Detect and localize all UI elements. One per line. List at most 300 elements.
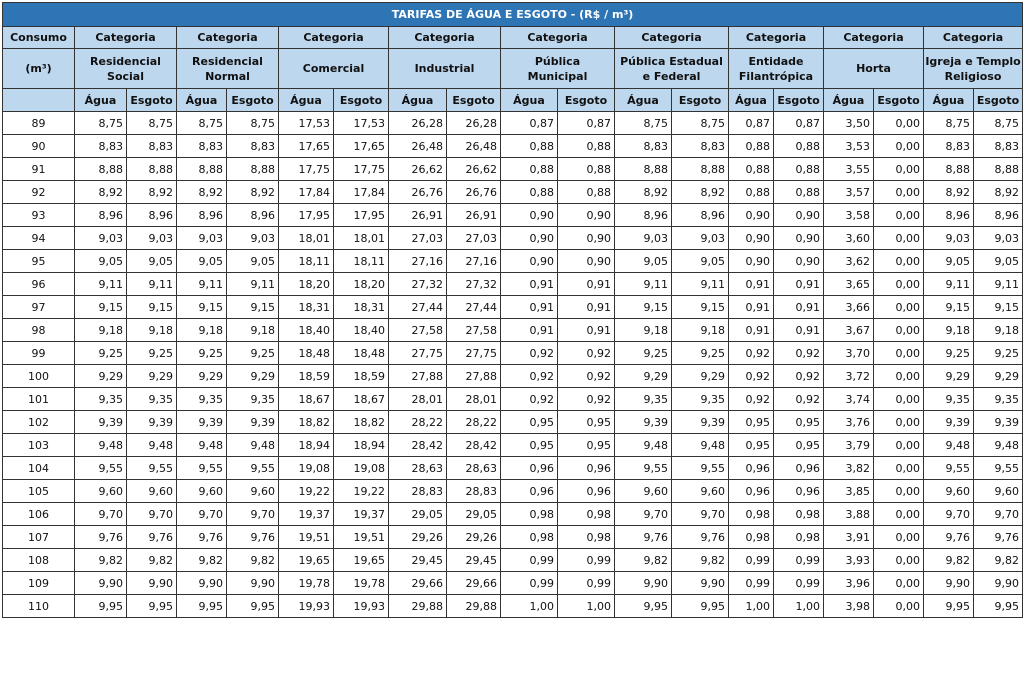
- value-cell: 29,88: [447, 595, 501, 618]
- consumo-cell: 97: [3, 296, 75, 319]
- value-cell: 9,76: [177, 526, 227, 549]
- category-name-line: Pública Estadual: [620, 54, 723, 68]
- value-cell: 0,90: [729, 204, 774, 227]
- value-cell: 0,99: [501, 549, 558, 572]
- value-cell: 0,91: [774, 273, 824, 296]
- value-cell: 8,83: [227, 135, 279, 158]
- value-cell: 29,05: [447, 503, 501, 526]
- value-cell: 26,91: [389, 204, 447, 227]
- esgoto-header: Esgoto: [447, 89, 501, 112]
- value-cell: 3,93: [824, 549, 874, 572]
- consumo-cell: 95: [3, 250, 75, 273]
- value-cell: 28,22: [389, 411, 447, 434]
- value-cell: 0,90: [729, 250, 774, 273]
- value-cell: 19,22: [334, 480, 389, 503]
- value-cell: 8,96: [177, 204, 227, 227]
- category-label: Categoria: [615, 27, 729, 49]
- esgoto-header: Esgoto: [127, 89, 177, 112]
- value-cell: 0,90: [729, 227, 774, 250]
- value-cell: 18,20: [334, 273, 389, 296]
- value-cell: 9,29: [75, 365, 127, 388]
- category-label: Categoria: [75, 27, 177, 49]
- value-cell: 3,72: [824, 365, 874, 388]
- value-cell: 0,00: [874, 342, 924, 365]
- value-cell: 0,90: [558, 250, 615, 273]
- esgoto-header: Esgoto: [974, 89, 1023, 112]
- value-cell: 9,11: [127, 273, 177, 296]
- value-cell: 19,08: [279, 457, 334, 480]
- value-cell: 8,92: [75, 181, 127, 204]
- value-cell: 0,95: [558, 434, 615, 457]
- value-cell: 0,88: [729, 135, 774, 158]
- category-name-line: Religioso: [944, 69, 1002, 83]
- table-row: [3, 595, 1023, 618]
- value-cell: 0,95: [774, 411, 824, 434]
- value-cell: 0,99: [558, 572, 615, 595]
- value-cell: 27,32: [447, 273, 501, 296]
- category-name-line: Entidade: [748, 54, 804, 68]
- value-cell: 19,22: [279, 480, 334, 503]
- category-name: [279, 49, 389, 89]
- table-row: [3, 296, 1023, 319]
- value-cell: 8,75: [227, 112, 279, 135]
- value-cell: 0,88: [501, 181, 558, 204]
- value-cell: 8,83: [672, 135, 729, 158]
- value-cell: 0,87: [774, 112, 824, 135]
- value-cell: 9,95: [75, 595, 127, 618]
- category-name: [924, 49, 1023, 89]
- value-cell: 0,90: [774, 250, 824, 273]
- value-cell: 0,98: [774, 526, 824, 549]
- value-cell: 0,00: [874, 250, 924, 273]
- value-cell: 28,42: [389, 434, 447, 457]
- value-cell: 3,88: [824, 503, 874, 526]
- value-cell: 18,82: [334, 411, 389, 434]
- table-row: [3, 365, 1023, 388]
- value-cell: 0,00: [874, 112, 924, 135]
- esgoto-header: Esgoto: [558, 89, 615, 112]
- value-cell: 9,35: [615, 388, 672, 411]
- value-cell: 9,25: [227, 342, 279, 365]
- value-cell: 9,18: [672, 319, 729, 342]
- value-cell: 9,18: [227, 319, 279, 342]
- value-cell: 28,22: [447, 411, 501, 434]
- value-cell: 3,85: [824, 480, 874, 503]
- value-cell: 0,88: [558, 135, 615, 158]
- value-cell: 9,35: [672, 388, 729, 411]
- value-cell: 0,91: [729, 273, 774, 296]
- value-cell: 9,05: [127, 250, 177, 273]
- value-cell: 9,15: [924, 296, 974, 319]
- value-cell: 9,39: [672, 411, 729, 434]
- agua-header: Água: [615, 89, 672, 112]
- value-cell: 8,88: [924, 158, 974, 181]
- value-cell: 17,53: [334, 112, 389, 135]
- value-cell: 17,95: [334, 204, 389, 227]
- consumo-cell: 106: [3, 503, 75, 526]
- value-cell: 9,11: [227, 273, 279, 296]
- value-cell: 9,03: [924, 227, 974, 250]
- value-cell: 3,50: [824, 112, 874, 135]
- value-cell: 9,39: [177, 411, 227, 434]
- value-cell: 0,00: [874, 204, 924, 227]
- value-cell: 18,11: [279, 250, 334, 273]
- value-cell: 27,16: [389, 250, 447, 273]
- value-cell: 9,15: [177, 296, 227, 319]
- value-cell: 3,67: [824, 319, 874, 342]
- value-cell: 9,25: [75, 342, 127, 365]
- category-name-line: Residencial: [192, 54, 263, 68]
- value-cell: 0,98: [729, 526, 774, 549]
- value-cell: 17,65: [279, 135, 334, 158]
- value-cell: 9,90: [615, 572, 672, 595]
- value-cell: 9,95: [615, 595, 672, 618]
- value-cell: 9,48: [615, 434, 672, 457]
- value-cell: 9,39: [75, 411, 127, 434]
- value-cell: 17,95: [279, 204, 334, 227]
- value-cell: 9,60: [924, 480, 974, 503]
- value-cell: 9,05: [75, 250, 127, 273]
- value-cell: 9,70: [924, 503, 974, 526]
- value-cell: 19,93: [279, 595, 334, 618]
- value-cell: 9,48: [227, 434, 279, 457]
- table-row: [3, 273, 1023, 296]
- value-cell: 9,35: [227, 388, 279, 411]
- value-cell: 0,88: [729, 158, 774, 181]
- value-cell: 3,62: [824, 250, 874, 273]
- value-cell: 9,11: [177, 273, 227, 296]
- category-label: Categoria: [389, 27, 501, 49]
- value-cell: 9,95: [974, 595, 1023, 618]
- value-cell: 18,82: [279, 411, 334, 434]
- table-row: [3, 135, 1023, 158]
- category-name: [501, 49, 615, 89]
- value-cell: 26,62: [389, 158, 447, 181]
- table-row: [3, 181, 1023, 204]
- value-cell: 17,53: [279, 112, 334, 135]
- value-cell: 8,92: [127, 181, 177, 204]
- value-cell: 9,55: [615, 457, 672, 480]
- value-cell: 29,45: [447, 549, 501, 572]
- value-cell: 9,60: [615, 480, 672, 503]
- value-cell: 9,95: [177, 595, 227, 618]
- value-cell: 9,90: [924, 572, 974, 595]
- value-cell: 0,00: [874, 227, 924, 250]
- value-cell: 9,03: [227, 227, 279, 250]
- value-cell: 9,35: [75, 388, 127, 411]
- value-cell: 9,18: [75, 319, 127, 342]
- category-name-line: Filantrópica: [738, 69, 814, 83]
- value-cell: 0,91: [729, 296, 774, 319]
- value-cell: 9,25: [672, 342, 729, 365]
- category-name-line: Social: [107, 69, 144, 83]
- value-cell: 18,94: [279, 434, 334, 457]
- value-cell: 8,96: [75, 204, 127, 227]
- value-cell: 0,96: [729, 457, 774, 480]
- value-cell: 9,48: [127, 434, 177, 457]
- value-cell: 8,83: [127, 135, 177, 158]
- category-name-line: Comercial: [302, 62, 365, 75]
- value-cell: 8,83: [177, 135, 227, 158]
- value-cell: 8,88: [127, 158, 177, 181]
- value-cell: 26,62: [447, 158, 501, 181]
- value-cell: 27,88: [447, 365, 501, 388]
- value-cell: 0,00: [874, 296, 924, 319]
- value-cell: 18,31: [334, 296, 389, 319]
- value-cell: 0,95: [501, 434, 558, 457]
- value-cell: 8,96: [924, 204, 974, 227]
- value-cell: 9,25: [615, 342, 672, 365]
- category-label: Categoria: [501, 27, 615, 49]
- value-cell: 0,00: [874, 388, 924, 411]
- category-name: [729, 49, 824, 89]
- value-cell: 19,51: [279, 526, 334, 549]
- value-cell: 9,95: [672, 595, 729, 618]
- category-label: Categoria: [279, 27, 389, 49]
- value-cell: 9,60: [227, 480, 279, 503]
- value-cell: 1,00: [729, 595, 774, 618]
- value-cell: 9,76: [227, 526, 279, 549]
- value-cell: 9,82: [75, 549, 127, 572]
- value-cell: 26,28: [389, 112, 447, 135]
- consumo-cell: 107: [3, 526, 75, 549]
- value-cell: 9,60: [177, 480, 227, 503]
- value-cell: 8,88: [672, 158, 729, 181]
- value-cell: 0,98: [501, 526, 558, 549]
- value-cell: 8,92: [177, 181, 227, 204]
- value-cell: 3,98: [824, 595, 874, 618]
- table-title: TARIFAS DE ÁGUA E ESGOTO - (R$ / m³): [3, 3, 1023, 27]
- value-cell: 0,91: [501, 319, 558, 342]
- category-name: [824, 49, 924, 89]
- value-cell: 9,82: [127, 549, 177, 572]
- value-cell: 0,96: [729, 480, 774, 503]
- value-cell: 0,88: [558, 158, 615, 181]
- table-row: [3, 549, 1023, 572]
- value-cell: 17,84: [334, 181, 389, 204]
- value-cell: 9,29: [924, 365, 974, 388]
- value-cell: 8,96: [227, 204, 279, 227]
- value-cell: 3,91: [824, 526, 874, 549]
- value-cell: 9,11: [75, 273, 127, 296]
- table-row: [3, 411, 1023, 434]
- agua-header: Água: [177, 89, 227, 112]
- category-label: Categoria: [177, 27, 279, 49]
- value-cell: 9,11: [974, 273, 1023, 296]
- value-cell: 9,55: [177, 457, 227, 480]
- value-cell: 9,05: [924, 250, 974, 273]
- value-cell: 0,91: [774, 296, 824, 319]
- value-cell: 9,82: [177, 549, 227, 572]
- value-cell: 9,15: [227, 296, 279, 319]
- value-cell: 9,82: [974, 549, 1023, 572]
- esgoto-header: Esgoto: [672, 89, 729, 112]
- consumo-header: Consumo: [3, 27, 75, 49]
- agua-header: Água: [729, 89, 774, 112]
- value-cell: 9,15: [127, 296, 177, 319]
- value-cell: 0,96: [774, 457, 824, 480]
- value-cell: 9,48: [974, 434, 1023, 457]
- value-cell: 9,39: [615, 411, 672, 434]
- consumo-cell: 99: [3, 342, 75, 365]
- value-cell: 9,70: [672, 503, 729, 526]
- value-cell: 9,82: [615, 549, 672, 572]
- value-cell: 9,76: [974, 526, 1023, 549]
- value-cell: 9,25: [974, 342, 1023, 365]
- table-row: [3, 480, 1023, 503]
- value-cell: 9,48: [924, 434, 974, 457]
- value-cell: 0,92: [558, 342, 615, 365]
- value-cell: 9,03: [75, 227, 127, 250]
- value-cell: 3,74: [824, 388, 874, 411]
- value-cell: 17,84: [279, 181, 334, 204]
- value-cell: 9,35: [974, 388, 1023, 411]
- value-cell: 1,00: [558, 595, 615, 618]
- value-cell: 0,87: [729, 112, 774, 135]
- value-cell: 9,60: [672, 480, 729, 503]
- value-cell: 27,88: [389, 365, 447, 388]
- value-cell: 9,76: [127, 526, 177, 549]
- value-cell: 9,60: [127, 480, 177, 503]
- value-cell: 9,90: [227, 572, 279, 595]
- value-cell: 0,91: [558, 273, 615, 296]
- value-cell: 18,48: [279, 342, 334, 365]
- value-cell: 0,90: [558, 204, 615, 227]
- value-cell: 0,99: [729, 549, 774, 572]
- value-cell: 18,01: [334, 227, 389, 250]
- value-cell: 17,75: [334, 158, 389, 181]
- value-cell: 18,01: [279, 227, 334, 250]
- value-cell: 9,55: [974, 457, 1023, 480]
- value-cell: 9,90: [672, 572, 729, 595]
- value-cell: 18,20: [279, 273, 334, 296]
- value-cell: 18,11: [334, 250, 389, 273]
- value-cell: 9,29: [672, 365, 729, 388]
- category-name: [389, 49, 501, 89]
- value-cell: 26,28: [447, 112, 501, 135]
- value-cell: 8,88: [177, 158, 227, 181]
- value-cell: 0,99: [774, 549, 824, 572]
- value-cell: 9,70: [615, 503, 672, 526]
- value-cell: 0,90: [501, 227, 558, 250]
- category-name-line: Horta: [856, 62, 891, 75]
- value-cell: 3,53: [824, 135, 874, 158]
- value-cell: 9,18: [974, 319, 1023, 342]
- category-name-line: e Federal: [642, 69, 701, 83]
- value-cell: 0,88: [501, 158, 558, 181]
- value-cell: 28,01: [447, 388, 501, 411]
- table-row: [3, 112, 1023, 135]
- value-cell: 28,63: [447, 457, 501, 480]
- consumo-cell: 93: [3, 204, 75, 227]
- category-name-line: Industrial: [414, 62, 475, 75]
- value-cell: 18,40: [334, 319, 389, 342]
- table-body: [3, 112, 1023, 618]
- category-names-row: [3, 49, 1023, 89]
- value-cell: 9,18: [615, 319, 672, 342]
- value-cell: 0,00: [874, 595, 924, 618]
- agua-header: Água: [824, 89, 874, 112]
- value-cell: 1,00: [501, 595, 558, 618]
- value-cell: 19,65: [279, 549, 334, 572]
- consumo-cell: 109: [3, 572, 75, 595]
- value-cell: 9,25: [127, 342, 177, 365]
- value-cell: 0,96: [501, 480, 558, 503]
- value-cell: 9,70: [127, 503, 177, 526]
- value-cell: 9,03: [177, 227, 227, 250]
- agua-header: Água: [279, 89, 334, 112]
- value-cell: 3,58: [824, 204, 874, 227]
- value-cell: 8,96: [127, 204, 177, 227]
- value-cell: 8,75: [924, 112, 974, 135]
- value-cell: 3,76: [824, 411, 874, 434]
- value-cell: 19,65: [334, 549, 389, 572]
- value-cell: 3,55: [824, 158, 874, 181]
- agua-header: Água: [75, 89, 127, 112]
- value-cell: 0,98: [558, 526, 615, 549]
- table-row: [3, 250, 1023, 273]
- value-cell: 27,44: [389, 296, 447, 319]
- value-cell: 9,95: [227, 595, 279, 618]
- value-cell: 0,92: [501, 342, 558, 365]
- value-cell: 9,90: [75, 572, 127, 595]
- value-cell: 0,00: [874, 572, 924, 595]
- table-row: [3, 319, 1023, 342]
- value-cell: 9,15: [974, 296, 1023, 319]
- consumo-cell: 90: [3, 135, 75, 158]
- value-cell: 0,88: [729, 181, 774, 204]
- value-cell: 3,82: [824, 457, 874, 480]
- value-cell: 0,91: [774, 319, 824, 342]
- value-cell: 8,88: [75, 158, 127, 181]
- consumo-cell: 108: [3, 549, 75, 572]
- value-cell: 8,96: [615, 204, 672, 227]
- value-cell: 3,70: [824, 342, 874, 365]
- value-cell: 1,00: [774, 595, 824, 618]
- value-cell: 27,75: [389, 342, 447, 365]
- value-cell: 0,98: [729, 503, 774, 526]
- value-cell: 0,90: [558, 227, 615, 250]
- value-cell: 18,48: [334, 342, 389, 365]
- consumo-cell: 91: [3, 158, 75, 181]
- value-cell: 26,76: [389, 181, 447, 204]
- value-cell: 17,75: [279, 158, 334, 181]
- value-cell: 0,90: [774, 227, 824, 250]
- value-cell: 9,35: [177, 388, 227, 411]
- value-cell: 9,25: [177, 342, 227, 365]
- value-cell: 18,59: [279, 365, 334, 388]
- value-cell: 0,92: [501, 388, 558, 411]
- category-label: Categoria: [824, 27, 924, 49]
- value-cell: 8,88: [974, 158, 1023, 181]
- value-cell: 3,79: [824, 434, 874, 457]
- value-cell: 9,39: [227, 411, 279, 434]
- value-cell: 0,88: [774, 181, 824, 204]
- table-row: [3, 434, 1023, 457]
- value-cell: 9,05: [672, 250, 729, 273]
- agua-header: Água: [389, 89, 447, 112]
- value-cell: 0,00: [874, 480, 924, 503]
- value-cell: 28,83: [389, 480, 447, 503]
- table-row: [3, 342, 1023, 365]
- consumo-cell: 92: [3, 181, 75, 204]
- value-cell: 9,29: [127, 365, 177, 388]
- value-cell: 0,00: [874, 549, 924, 572]
- value-cell: 0,96: [558, 457, 615, 480]
- value-cell: 0,92: [774, 342, 824, 365]
- value-cell: 18,31: [279, 296, 334, 319]
- value-cell: 9,15: [615, 296, 672, 319]
